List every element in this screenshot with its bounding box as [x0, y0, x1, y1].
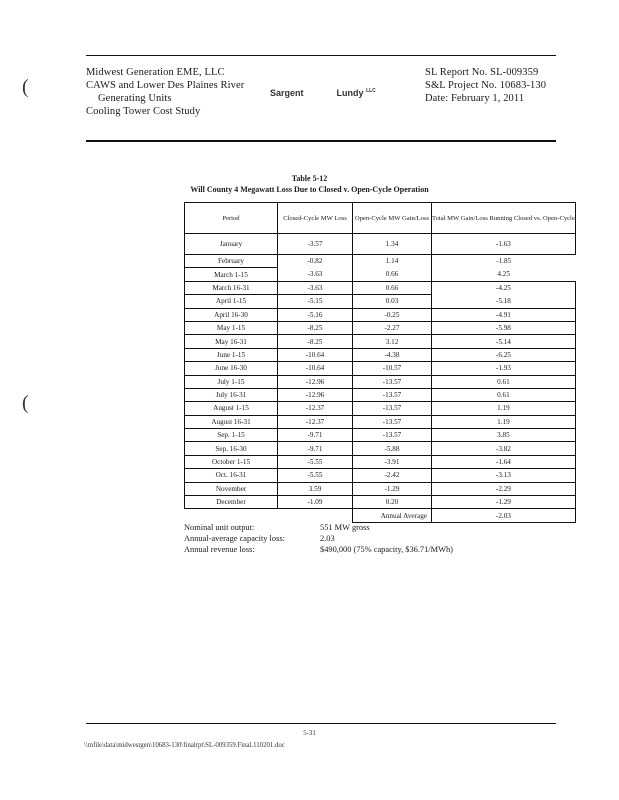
cell-total: -1.85	[432, 255, 576, 268]
data-table	[184, 202, 576, 523]
cell-period: May 1-15	[185, 321, 278, 334]
note-row	[184, 544, 453, 555]
table-row	[185, 255, 576, 268]
table-row	[185, 268, 576, 281]
cell-closed: -3.63	[278, 281, 353, 294]
cell-closed: -10.64	[278, 362, 353, 375]
cell-open: 0.03	[353, 295, 432, 308]
study-name: Cooling Tower Cost Study	[86, 106, 201, 117]
note-label: Annual revenue loss:	[184, 545, 255, 554]
cell-period: August 1-15	[185, 402, 278, 415]
header-top-rule	[86, 55, 556, 56]
cell-period: March 16-31	[185, 281, 278, 294]
margin-mark-middle: (	[22, 392, 29, 414]
cell-total: -4.25	[432, 281, 576, 294]
table-row	[185, 348, 576, 361]
cell-closed: -12.37	[278, 402, 353, 415]
table-row	[185, 415, 576, 428]
header-bottom-rule	[86, 140, 556, 142]
cell-period: July 16-31	[185, 388, 278, 401]
cell-open: -5.88	[353, 442, 432, 455]
cell-open: -13.57	[353, 429, 432, 442]
note-row	[184, 522, 453, 533]
cell-period: Oct. 16-31	[185, 469, 278, 482]
cell-open: 1.14	[353, 255, 432, 268]
cell-total: -5.18	[432, 295, 576, 308]
cell-total: 0.61	[432, 375, 576, 388]
notes-block	[184, 522, 453, 555]
annual-average-value: -2.03	[432, 509, 576, 522]
table-row	[185, 496, 576, 509]
cell-period: November	[185, 482, 278, 495]
cell-closed: -9.71	[278, 442, 353, 455]
table-row-annual	[185, 509, 576, 522]
cell-open: -13.57	[353, 402, 432, 415]
cell-open: -13.57	[353, 388, 432, 401]
cell-period: October 1-15	[185, 455, 278, 468]
cell-closed: -5.15	[278, 295, 353, 308]
cell-total: -5.98	[432, 321, 576, 334]
cell-period: April 1-15	[185, 295, 278, 308]
cell-open: -1.29	[353, 482, 432, 495]
logo-right-word: Lundy	[336, 88, 364, 98]
table-row	[185, 281, 576, 294]
cell-period: Sep. 16-30	[185, 442, 278, 455]
table-header-row	[185, 203, 576, 234]
cell-open: 1.34	[353, 234, 432, 255]
cell-closed: -0.82	[278, 255, 353, 268]
page-number: 5-31	[303, 730, 316, 737]
table-row	[185, 388, 576, 401]
cell-closed: -12.37	[278, 415, 353, 428]
cell-closed: -3.57	[278, 234, 353, 255]
report-number: SL Report No. SL-009359	[425, 67, 539, 78]
cell-open: -13.57	[353, 415, 432, 428]
table-number: Table 5-12	[291, 174, 328, 183]
cell-open: -0.25	[353, 308, 432, 321]
cell-total: -2.29	[432, 482, 576, 495]
cell-closed: -3.63	[278, 268, 353, 281]
table-row	[185, 321, 576, 334]
cell-closed: -8.25	[278, 335, 353, 348]
cell-total: -1.63	[432, 234, 576, 255]
logo-left-word: Sargent	[270, 88, 304, 98]
cell-total: 3.85	[432, 429, 576, 442]
cell-total: -3.82	[432, 442, 576, 455]
logo-suffix: LLC	[366, 88, 376, 94]
project-number: S&L Project No. 10683-130	[425, 80, 547, 91]
col-header-total: Total MW Gain/Loss Running Closed vs. Open-Cycle	[432, 203, 576, 234]
note-row	[184, 533, 453, 544]
project-name: CAWS and Lower Des Plaines River	[86, 80, 245, 91]
cell-total: -3.13	[432, 469, 576, 482]
col-header-period: Period	[185, 203, 278, 234]
cell-total: -6.25	[432, 348, 576, 361]
note-value: 551 MW gross	[320, 523, 370, 532]
note-value: $490,000 (75% capacity, $36.71/MWh)	[320, 545, 453, 554]
cell-closed: -5.16	[278, 308, 353, 321]
footer-rule	[86, 723, 556, 724]
cell-open: -3.91	[353, 455, 432, 468]
annual-average-label: Annual Average	[353, 509, 432, 522]
cell-closed: -10.64	[278, 348, 353, 361]
cell-open: 0.66	[353, 268, 432, 281]
cell-total: -4.91	[432, 308, 576, 321]
cell-period: June 16-30	[185, 362, 278, 375]
table-row	[185, 362, 576, 375]
cell-closed: -12.96	[278, 388, 353, 401]
cell-period: March 1-15	[185, 268, 278, 281]
cell-period: Sep. 1-15	[185, 429, 278, 442]
cell-open: 0.66	[353, 281, 432, 294]
report-block	[425, 66, 546, 105]
cell-closed: -5.55	[278, 455, 353, 468]
table-row	[185, 308, 576, 321]
note-value: 2.03	[320, 534, 335, 543]
cell-open: -10.57	[353, 362, 432, 375]
logo	[270, 88, 376, 98]
cell-closed: -5.55	[278, 469, 353, 482]
table-row	[185, 402, 576, 415]
table-row	[185, 375, 576, 388]
table-row	[185, 234, 576, 255]
cell-total: 4.25	[432, 268, 576, 281]
cell-total: -1.64	[432, 455, 576, 468]
note-label: Annual-average capacity loss:	[184, 534, 285, 543]
cell-closed: -1.09	[278, 496, 353, 509]
report-date: Date: February 1, 2011	[425, 93, 525, 104]
table-row	[185, 429, 576, 442]
cell-total: 1.19	[432, 402, 576, 415]
table-row	[185, 469, 576, 482]
cell-total: -1.93	[432, 362, 576, 375]
table-title: Will County 4 Megawatt Loss Due to Closed v. Open-Cycle Operation	[190, 185, 429, 194]
table-row	[185, 482, 576, 495]
cell-period: June 1-15	[185, 348, 278, 361]
cell-open: -13.57	[353, 375, 432, 388]
col-header-open: Open-Cycle MW Gain/Loss	[353, 203, 432, 234]
cell-open: 0.20	[353, 496, 432, 509]
cell-open: -2.27	[353, 321, 432, 334]
cell-period: August 16-31	[185, 415, 278, 428]
table-row	[185, 455, 576, 468]
cell-closed: 3.59	[278, 482, 353, 495]
cell-total: -5.14	[432, 335, 576, 348]
table-row	[185, 335, 576, 348]
cell-period: February	[185, 255, 278, 268]
cell-period: July 1-15	[185, 375, 278, 388]
margin-mark-top: (	[22, 76, 29, 98]
cell-open: -2.42	[353, 469, 432, 482]
table-row	[185, 295, 576, 308]
cell-period: April 16-30	[185, 308, 278, 321]
company-block	[86, 66, 244, 118]
cell-period: January	[185, 234, 278, 255]
col-header-closed: Closed-Cycle MW Loss	[278, 203, 353, 234]
cell-closed: -9.71	[278, 429, 353, 442]
cell-empty	[185, 509, 278, 522]
cell-total: 1.19	[432, 415, 576, 428]
cell-empty	[278, 509, 353, 522]
cell-period: May 16-31	[185, 335, 278, 348]
cell-open: 3.12	[353, 335, 432, 348]
cell-closed: -8.25	[278, 321, 353, 334]
company-name: Midwest Generation EME, LLC	[86, 67, 225, 78]
note-label: Nominal unit output:	[184, 523, 255, 532]
cell-period: December	[185, 496, 278, 509]
cell-open: -4.38	[353, 348, 432, 361]
file-path: \\mfile\data\midwestgen\10683-130\finalrpt\SL-009359.Final.110201.doc	[84, 742, 285, 749]
table-row	[185, 442, 576, 455]
cell-closed: -12.96	[278, 375, 353, 388]
cell-total: -1.29	[432, 496, 576, 509]
cell-total: 0.61	[432, 388, 576, 401]
project-subname: Generating Units	[98, 93, 172, 104]
